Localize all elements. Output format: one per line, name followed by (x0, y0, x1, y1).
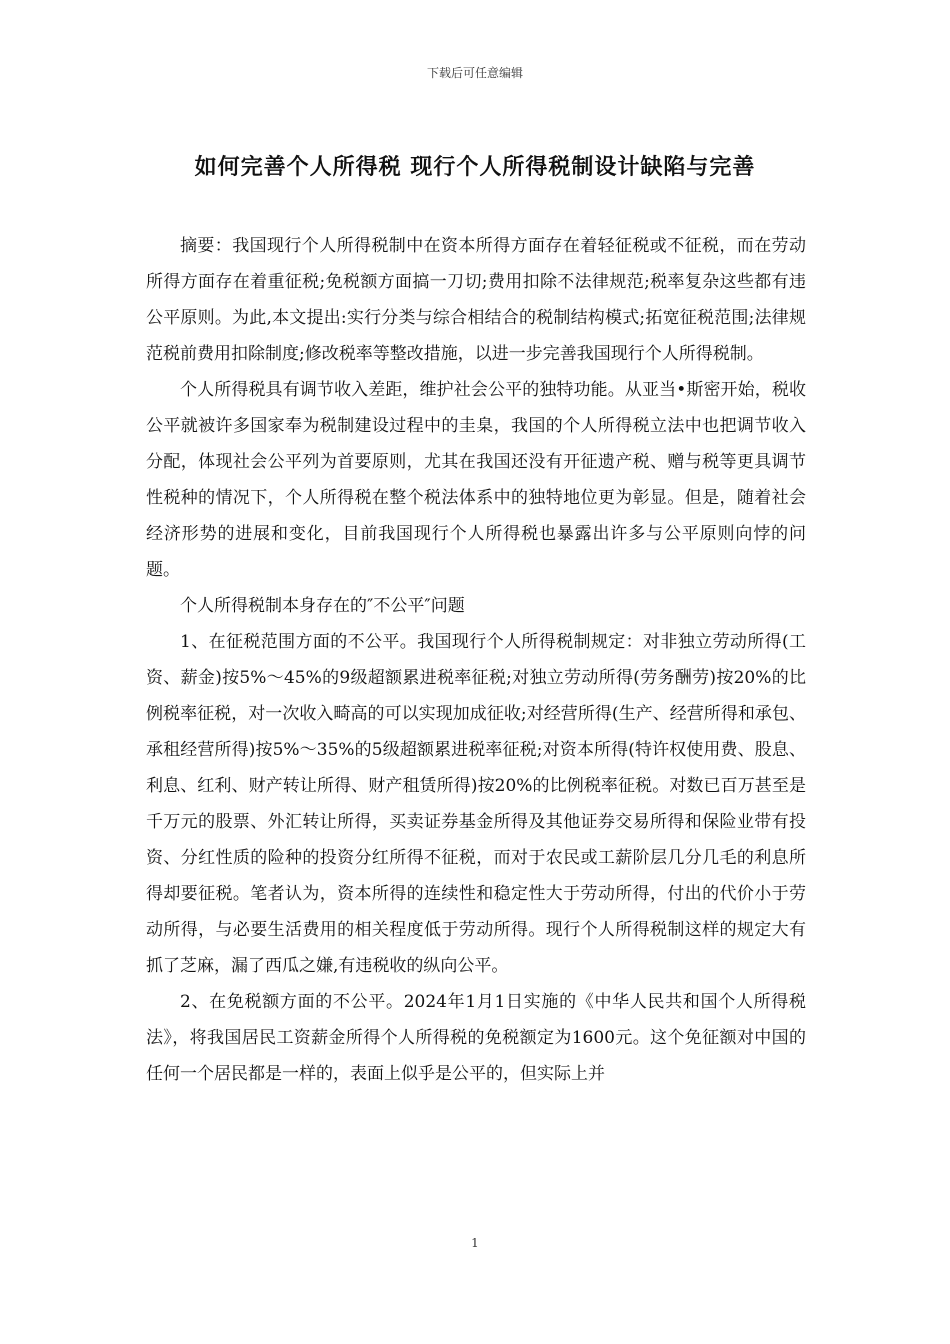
page-number: 1 (471, 1236, 479, 1250)
body-paragraph: 2、在免税额方面的不公平。2024年1月1日实施的《中华人民共和国个人所得税法》，将我国居民工资薪金所得个人所得税的免税额定为1600元。这个免征额对中国的任何一个居民都是一样的，表面上似乎是公平的，但实际上并 (146, 992, 806, 1084)
section-heading: 个人所得税制本身存在的″不公平″问题 (180, 596, 465, 616)
body-paragraph: 1、在征税范围方面的不公平。我国现行个人所得税制规定：对非独立劳动所得(工资、薪金)按5%～45%的9级超额累进税率征税;对独立劳动所得(劳务酬劳)按20%的比例税率征税，对一次收入畸高的可以实现加成征收;对经营所得(生产、经营所得和承包、承租经营所得)按5%～35%的5级超额累进税率征税;对资本所得(特许权使用费、股息、利息、红利、财产转让所得、财产租赁所得)按20%的比例税率征税。对数已百万甚至是千万元的股票、外汇转让所得，买卖证券基金所得及其他证券交易所得和保险业带有投资、分红性质的险种的投资分红所得不征税，而对于农民或工薪阶层几分几毛的利息所得却要征税。笔者认为，资本所得的连续性和稳定性大于劳动所得，付出的代价小于劳动所得，与必要生活费用的相关程度低于劳动所得。现行个人所得税制这样的规定大有抓了芝麻，漏了西瓜之嫌,有违税收的纵向公平。 (146, 632, 806, 976)
body-paragraph: 个人所得税具有调节收入差距，维护社会公平的独特功能。从亚当•斯密开始，税收公平就被许多国家奉为税制建设过程中的圭臬，我国的个人所得税立法中也把调节收入分配，体现社会公平列为首要原则，尤其在我国还没有开征遗产税、赠与税等更具调节性税种的情况下，个人所得税在整个税法体系中的独特地位更为彰显。但是，随着社会经济形势的进展和变化，目前我国现行个人所得税也暴露出许多与公平原则向悖的问题。 (146, 380, 806, 580)
document-title: 如何完善个人所得税 现行个人所得税制设计缺陷与完善 (194, 155, 756, 180)
document-body (146, 228, 806, 1092)
abstract-paragraph: 摘要：我国现行个人所得税制中在资本所得方面存在着轻征税或不征税，而在劳动所得方面存在着重征税;免税额方面搞一刀切;费用扣除不法律规范;税率复杂这些都有违公平原则。为此,本文提出:实行分类与综合相结合的税制结构模式;拓宽征税范围;法律规范税前费用扣除制度;修改税率等整改措施，以进一步完善我国现行个人所得税制。 (146, 236, 806, 364)
header-note: 下载后可任意编辑 (426, 66, 523, 80)
